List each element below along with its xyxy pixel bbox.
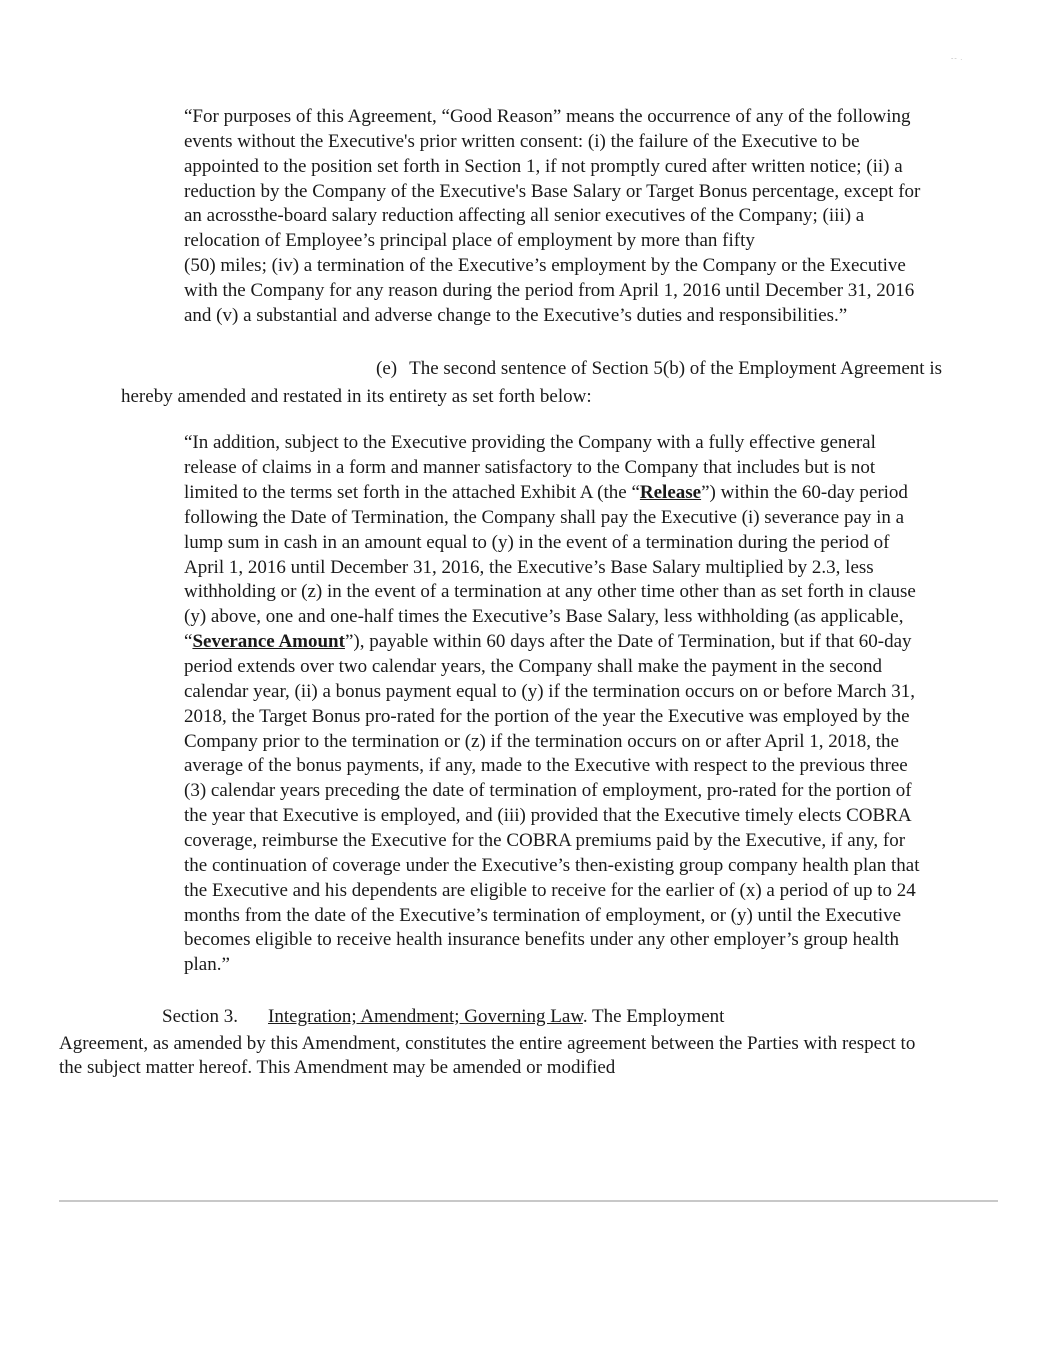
section-heading-post: . The Employment (582, 1006, 725, 1027)
text-line: “In addition, subject to the Executive providing the Company with a fully effective general (184, 432, 876, 453)
text-line: events without the Executive's prior written consent: (i) the failure of the Executive to be (184, 131, 860, 152)
text-line: limited to the terms set forth in the attached Exhibit A (the “Release”) within the 60-day period (184, 482, 908, 503)
text-line: plan.” (184, 954, 230, 975)
text-line: calendar year, (ii) a bonus payment equal to (y) if the termination occurs on or before March 31, (184, 681, 915, 702)
corner-mark: -- . (951, 54, 964, 62)
text-line: period extends over two calendar years, the Company shall make the payment in the second (184, 656, 883, 677)
text-line: “For purposes of this Agreement, “Good Reason” means the occurrence of any of the following (184, 106, 911, 127)
section-3-line-2: Agreement, as amended by this Amendment, constitutes the entire agreement between the Parties with respect to (59, 1033, 916, 1054)
text-line: the continuation of coverage under the Executive’s then-existing group company health plan that (184, 855, 920, 876)
defined-term-severance-amount: Severance Amount (192, 631, 345, 652)
text-line: (y) above, one and one-half times the Executive’s Base Salary, less withholding (as applicable, (184, 606, 904, 627)
text-line: average of the bonus payments, if any, made to the Executive with respect to the previous three (184, 755, 908, 776)
text-line: (3) calendar years preceding the date of termination of employment, pro-rated for the portion of (184, 780, 912, 801)
text-line: relocation of Employee’s principal place of employment by more than fifty (184, 230, 755, 251)
paragraph-e-line-2: hereby amended and restated in its entirety as set forth below: (121, 386, 592, 407)
text-line: becomes eligible to receive health insurance benefits under any other employer’s group health (184, 929, 900, 950)
paragraph-e-text: The second sentence of Section 5(b) of the Employment Agreement is (409, 358, 942, 379)
text-line: the year that Executive is employed, and (iii) provided that the Executive timely elects COBRA (184, 805, 912, 826)
text-line: Company prior to the termination or (z) if the termination occurs on or after April 1, 2018, the (184, 731, 899, 752)
text-line: the Executive and his dependents are eligible to receive for the earlier of (x) a period of up to 24 (184, 880, 916, 901)
text-line: with the Company for any reason during the period from April 1, 2016 until December 31, 2016 (184, 280, 915, 301)
text-line: withholding or (z) in the event of a termination at any other time other than as set forth in clause (184, 581, 916, 602)
paragraph-e-line-1 (376, 356, 942, 381)
section-3-line-1 (162, 1004, 724, 1029)
defined-term-release: Release (639, 482, 702, 503)
text-line: following the Date of Termination, the Company shall pay the Executive (i) severance pay in a (184, 507, 905, 528)
text-line: (50) miles; (iv) a termination of the Executive’s employment by the Company or the Executive (184, 255, 906, 276)
paragraph-e-marker: (e) (376, 358, 398, 379)
text-line: April 1, 2016 until December 31, 2016, the Executive’s Base Salary multiplied by 2.3, less (184, 557, 874, 578)
text-line: an acrossthe-board salary reduction affecting all senior executives of the Company; (iii) a (184, 205, 865, 226)
section-number: Section 3. (162, 1006, 238, 1027)
text-line: months from the date of the Executive’s termination of employment, or (y) until the Executive (184, 905, 902, 926)
text-line: coverage, reimburse the Executive for the COBRA premiums paid by the Executive, if any, for (184, 830, 906, 851)
text-line: release of claims in a form and manner satisfactory to the Company that includes but is not (184, 457, 876, 478)
section-heading: Integration; Amendment; Governing Law (268, 1006, 583, 1027)
text-line: lump sum in cash in an amount equal to (y) in the event of a termination during the period of (184, 532, 890, 553)
text-line: and (v) a substantial and adverse change to the Executive’s duties and responsibilities.” (184, 305, 848, 326)
text-line: reduction by the Company of the Executive's Base Salary or Target Bonus percentage, except for (184, 181, 921, 202)
section-3-line-3: the subject matter hereof. This Amendment may be amended or modified (59, 1057, 616, 1078)
text-line: appointed to the position set forth in Section 1, if not promptly cured after written notice; (ii) a (184, 156, 903, 177)
text-line: 2018, the Target Bonus pro-rated for the portion of the year the Executive was employed by the (184, 706, 910, 727)
page-divider (59, 1200, 998, 1202)
text-line: “Severance Amount”), payable within 60 days after the Date of Termination, but if that 60-day (184, 631, 912, 652)
